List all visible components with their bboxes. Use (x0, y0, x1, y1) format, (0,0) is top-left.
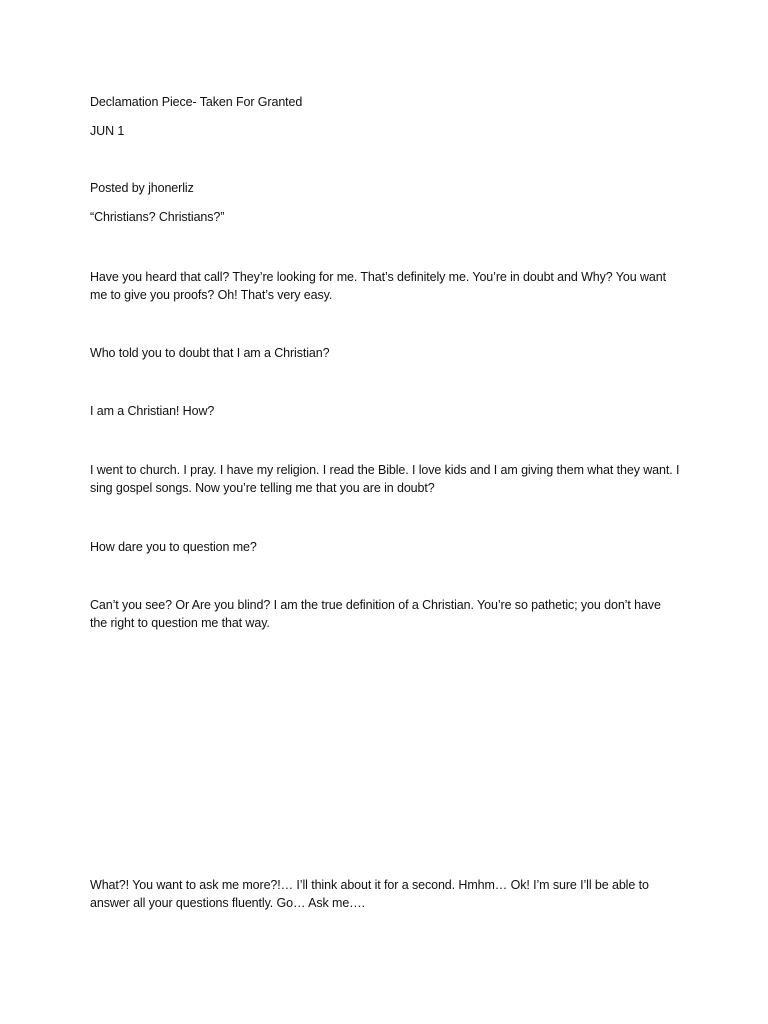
paragraph: What?! You want to ask me more?!… I’ll think about it for a second. Hmhm… Ok! I’m sure I’ll be able to answer all your questions fluently. Go… Ask me…. (90, 878, 649, 910)
post-date: JUN 1 (90, 124, 125, 138)
paragraph: Who told you to doubt that I am a Christian? (90, 346, 330, 360)
paragraph: I am a Christian! How? (90, 404, 215, 418)
paragraph: How dare you to question me? (90, 540, 257, 554)
paragraph: Have you heard that call? They’re looking for me. That’s definitely me. You’re in doubt and Why? You want me to give you proofs? Oh! That’s very easy. (90, 270, 666, 302)
document-title: Declamation Piece- Taken For Granted (90, 95, 303, 109)
paragraph: Can’t you see? Or Are you blind? I am the true definition of a Christian. You’re so pathetic; you don’t have the right to question me that way. (90, 598, 661, 630)
paragraph: “Christians? Christians?” (90, 210, 225, 224)
paragraph: I went to church. I pray. I have my religion. I read the Bible. I love kids and I am giving them what they want. I sing gospel songs. Now you’re telling me that you are in doubt? (90, 463, 680, 495)
post-author: Posted by jhonerliz (90, 181, 194, 195)
